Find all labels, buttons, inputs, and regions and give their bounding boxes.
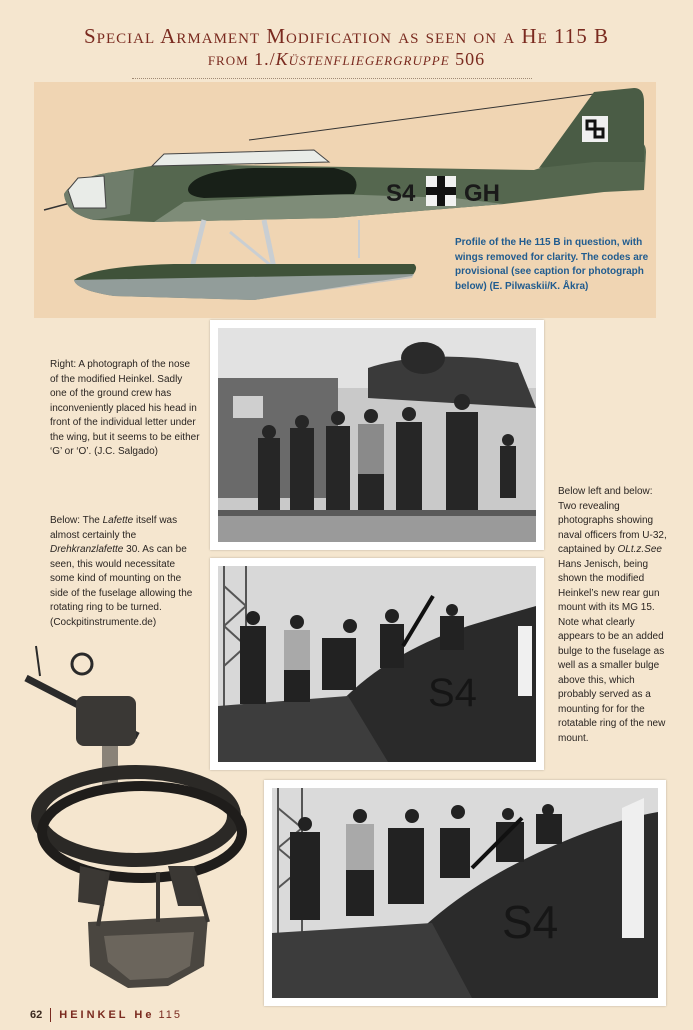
footer-divider	[50, 1008, 51, 1022]
profile-code-right: GH	[464, 180, 500, 207]
profile-caption: Profile of the He 115 B in question, with wings removed for clarity. The codes are provisional (see caption for photograph below) (E. Pilwaskii/K. Åkra)	[455, 237, 649, 292]
subtitle-prefix: from 1./	[207, 49, 276, 69]
photo-gun-mount-2	[264, 780, 666, 1006]
profile-panel	[34, 82, 656, 318]
caption-lafette-italic2: Drehkranzlafette	[50, 544, 124, 555]
caption-lafette-part1: Below: The	[50, 515, 103, 526]
subtitle-unit: Küstenfliegergruppe	[275, 49, 450, 69]
title-divider	[132, 78, 532, 79]
caption-lafette	[50, 514, 200, 630]
photo-gun-mount-2-image	[272, 788, 658, 998]
caption-nose-photo: Right: A photograph of the nose of the modified Heinkel. Sadly one of the ground crew has inconveniently placed his head in front of the individual letter under the wing, but it seems to be either ‘G’ or ‘O’. (J.C. Salgado)	[50, 359, 200, 457]
photo-gun-mount-2-codes: S4	[502, 896, 559, 948]
caption-lafette-italic1: Lafette	[102, 515, 134, 526]
caption-lafette-part2: itself was almost certainly the	[50, 515, 178, 541]
gun-ring-mount-photo	[18, 636, 258, 1002]
caption-lafette-part3: 30. As can be seen, this would necessitate some kind of mounting on the side of the fuselage allowing the rotating ring to be turned. (Cockpitinstrumente.de)	[50, 544, 193, 628]
photo-gun-mount-1	[210, 558, 544, 770]
page-number: 62	[30, 1009, 43, 1021]
caption-officers-part2: Hans Jenisch, being shown the modified Heinkel’s new rear gun mount with its MG 15. Note what clearly appears to be an added bulge to the fuselage as well as a smaller bulge above this, which probably served as a mounting for for the rotatable ring of the new mount.	[558, 558, 666, 744]
caption-officers	[558, 485, 670, 746]
page-footer	[30, 1008, 182, 1022]
footer-model: 115	[158, 1009, 182, 1021]
page-subtitle	[0, 49, 693, 70]
caption-officers-part1: Below left and below: Two revealing photographs showing naval officers from U-32, captained by	[558, 486, 667, 555]
footer-book-title: HEINKEL He	[59, 1009, 155, 1021]
photo-gun-mount-1-codes: S4	[428, 671, 477, 715]
photo-gun-mount-1-image	[218, 566, 536, 762]
photo-nose-group	[210, 320, 544, 550]
page-title: Special Armament Modification as seen on a He 115 B	[83, 24, 609, 48]
profile-code-left: S4	[386, 180, 416, 207]
subtitle-suffix: 506	[449, 49, 486, 69]
photo-nose-group-image	[218, 328, 536, 542]
caption-officers-italic: OLt.z.See	[617, 544, 662, 555]
